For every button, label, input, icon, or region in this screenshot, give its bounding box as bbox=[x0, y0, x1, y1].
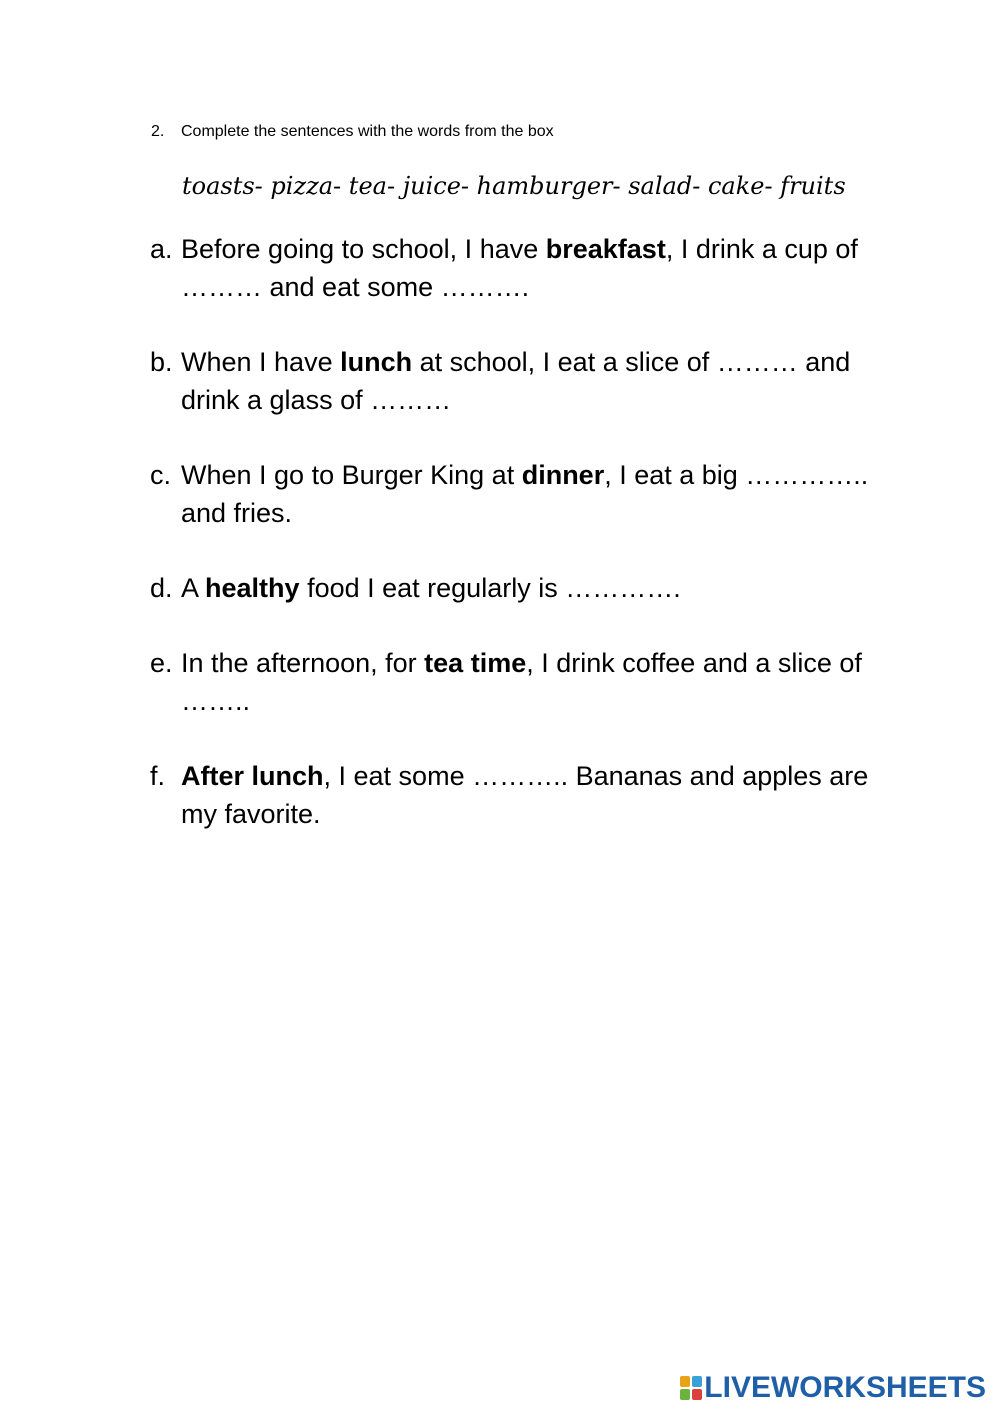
question-d bbox=[150, 569, 880, 607]
question-f bbox=[150, 757, 880, 833]
question-text-before: When I have bbox=[181, 347, 341, 377]
logo-square-icon bbox=[692, 1376, 702, 1387]
question-e bbox=[150, 644, 880, 720]
question-text-after: at school, I eat a slice of ……… and drink a glass of ……… bbox=[181, 347, 851, 415]
question-keyword: tea time bbox=[424, 648, 527, 678]
question-text-before: Before going to school, I have bbox=[181, 234, 546, 264]
question-c bbox=[150, 456, 880, 532]
question-keyword: healthy bbox=[205, 573, 300, 603]
question-letter: e. bbox=[150, 648, 173, 678]
question-keyword: breakfast bbox=[545, 234, 666, 264]
question-text-after: food I eat regularly is …………. bbox=[299, 573, 681, 603]
logo-square-icon bbox=[692, 1389, 702, 1400]
question-keyword: After lunch bbox=[181, 761, 324, 791]
question-text-after: , I drink a cup of ……… and eat some ………. bbox=[181, 234, 858, 302]
question-keyword: dinner bbox=[521, 460, 605, 490]
question-text-before: When I go to Burger King at bbox=[181, 460, 522, 490]
question-letter: f. bbox=[150, 761, 166, 791]
question-text-before: A bbox=[181, 573, 206, 603]
question-text-before: In the afternoon, for bbox=[181, 648, 425, 678]
question-text-after: , I eat a big ………….. and fries. bbox=[181, 460, 869, 528]
question-keyword: lunch bbox=[340, 347, 413, 377]
question-text-after: , I eat some ……….. Bananas and apples are my favorite. bbox=[181, 761, 869, 829]
question-letter: c. bbox=[150, 460, 172, 490]
logo-square-icon bbox=[680, 1376, 690, 1387]
question-letter: d. bbox=[150, 573, 173, 603]
question-b bbox=[150, 343, 880, 419]
instruction-number: 2. bbox=[151, 123, 165, 140]
word-box: toasts- pizza- tea- juice- hamburger- salad- cake- fruits bbox=[182, 172, 846, 200]
question-letter: b. bbox=[150, 347, 173, 377]
instruction bbox=[151, 122, 554, 142]
brand-name: LIVEWORKSHEETS bbox=[704, 1371, 986, 1404]
logo-square-icon bbox=[680, 1389, 690, 1400]
question-text-after: , I drink coffee and a slice of …….. bbox=[181, 648, 862, 716]
question-a bbox=[150, 230, 880, 306]
question-letter: a. bbox=[150, 234, 173, 264]
liveworksheets-brand bbox=[680, 1372, 986, 1404]
question-list bbox=[150, 230, 880, 870]
instruction-text: Complete the sentences with the words from the box bbox=[181, 123, 554, 140]
liveworksheets-logo-icon bbox=[680, 1376, 702, 1400]
